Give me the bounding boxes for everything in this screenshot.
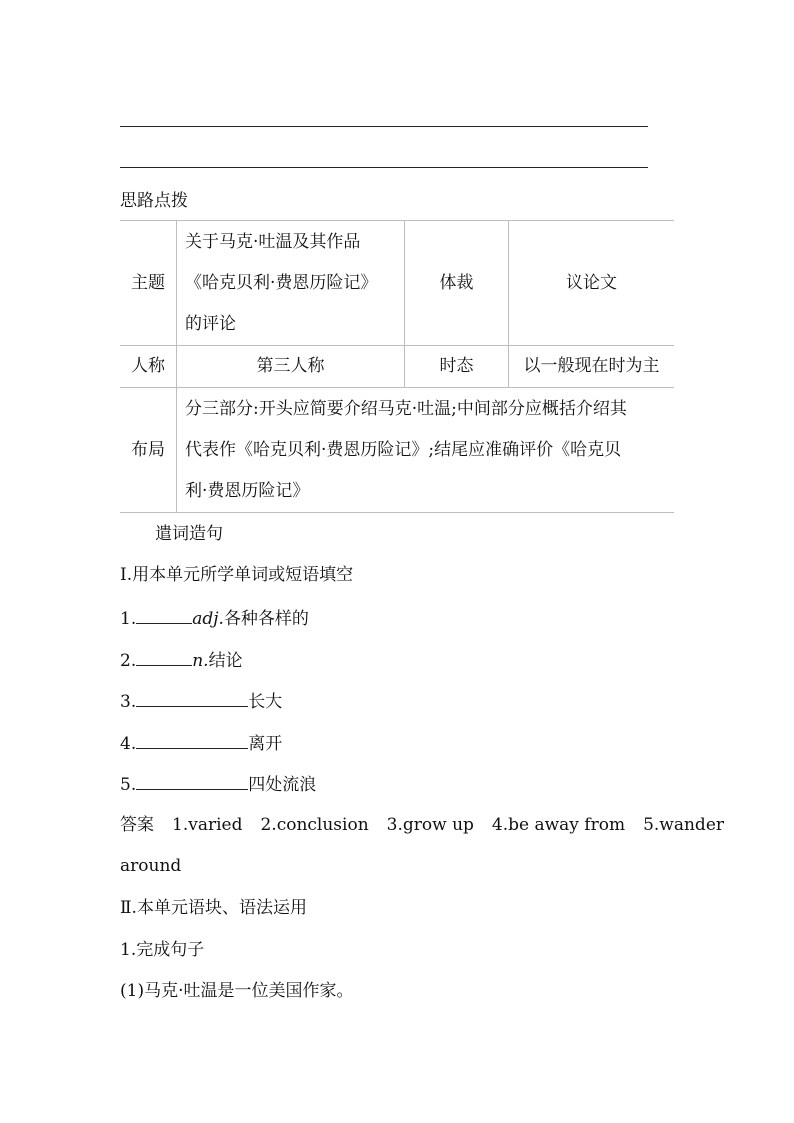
answer-blank[interactable] (136, 690, 248, 707)
cell-value: 第三人称 (177, 346, 405, 388)
answer-item: 2.conclusion (260, 815, 369, 835)
outline-table (120, 220, 674, 513)
list-item (120, 649, 243, 671)
answer-label: 答案 (120, 815, 154, 835)
item-number: 5. (120, 775, 137, 795)
item-meaning: 离开 (248, 734, 283, 754)
part1-title: Ⅰ.用本单元所学单词或短语填空 (120, 565, 354, 585)
answer-blank[interactable] (136, 649, 192, 666)
answer-blank[interactable] (136, 773, 248, 790)
item-number: 2. (120, 651, 137, 671)
list-item (120, 690, 282, 712)
answer-wrap: around (120, 856, 182, 876)
answer-item: 5.wander (643, 815, 725, 835)
cell-value: 议论文 (509, 221, 675, 346)
cell-value: 以一般现在时为主 (509, 346, 675, 388)
table-row (120, 221, 674, 346)
cell-label: 体裁 (405, 221, 509, 346)
answer-item: 1.varied (172, 815, 243, 835)
item-meaning: 四处流浪 (248, 775, 317, 795)
answer-line (120, 815, 724, 835)
sub1-title: 1.完成句子 (120, 940, 205, 960)
table-row (120, 346, 674, 388)
cell-value (177, 388, 675, 513)
answer-item: 3.grow up (386, 815, 474, 835)
item-number: 4. (120, 734, 137, 754)
item-meaning: 各种各样的 (223, 609, 309, 629)
cell-line: 代表作《哈克贝利·费恩历险记》;结尾应准确评价《哈克贝 (185, 439, 622, 460)
answer-blank[interactable] (136, 607, 192, 624)
writing-line-1[interactable] (120, 126, 648, 127)
list-item (120, 607, 309, 629)
sentence-1: (1)马克·吐温是一位美国作家。 (120, 981, 354, 1001)
part2-title: Ⅱ.本单元语块、语法运用 (120, 898, 307, 918)
part-of-speech: n. (192, 651, 209, 671)
item-number: 3. (120, 692, 137, 712)
cell-line: 关于马克·吐温及其作品 (185, 231, 361, 252)
cell-label: 人称 (120, 346, 177, 388)
cell-line: 分三部分:开头应简要介绍马克·吐温;中间部分应概括介绍其 (185, 398, 627, 419)
table-row (120, 388, 674, 513)
item-meaning: 长大 (248, 692, 283, 712)
item-meaning: 结论 (208, 651, 243, 671)
answer-blank[interactable] (136, 732, 248, 749)
list-item (120, 773, 316, 795)
cell-label: 主题 (120, 221, 177, 346)
cell-line: 《哈克贝利·费恩历险记》 (185, 272, 378, 293)
item-number: 1. (120, 609, 137, 629)
list-item (120, 732, 282, 754)
hint-heading: 思路点拨 (120, 191, 188, 211)
cell-label: 布局 (120, 388, 177, 513)
cell-line: 利·费恩历险记》 (185, 480, 310, 501)
cell-line: 的评论 (185, 313, 236, 334)
answer-item: 4.be away from (491, 815, 626, 835)
part-of-speech: adj. (192, 609, 224, 629)
section-title: 遣词造句 (155, 524, 223, 544)
writing-line-2[interactable] (120, 167, 648, 168)
cell-label: 时态 (405, 346, 509, 388)
cell-value (177, 221, 405, 346)
